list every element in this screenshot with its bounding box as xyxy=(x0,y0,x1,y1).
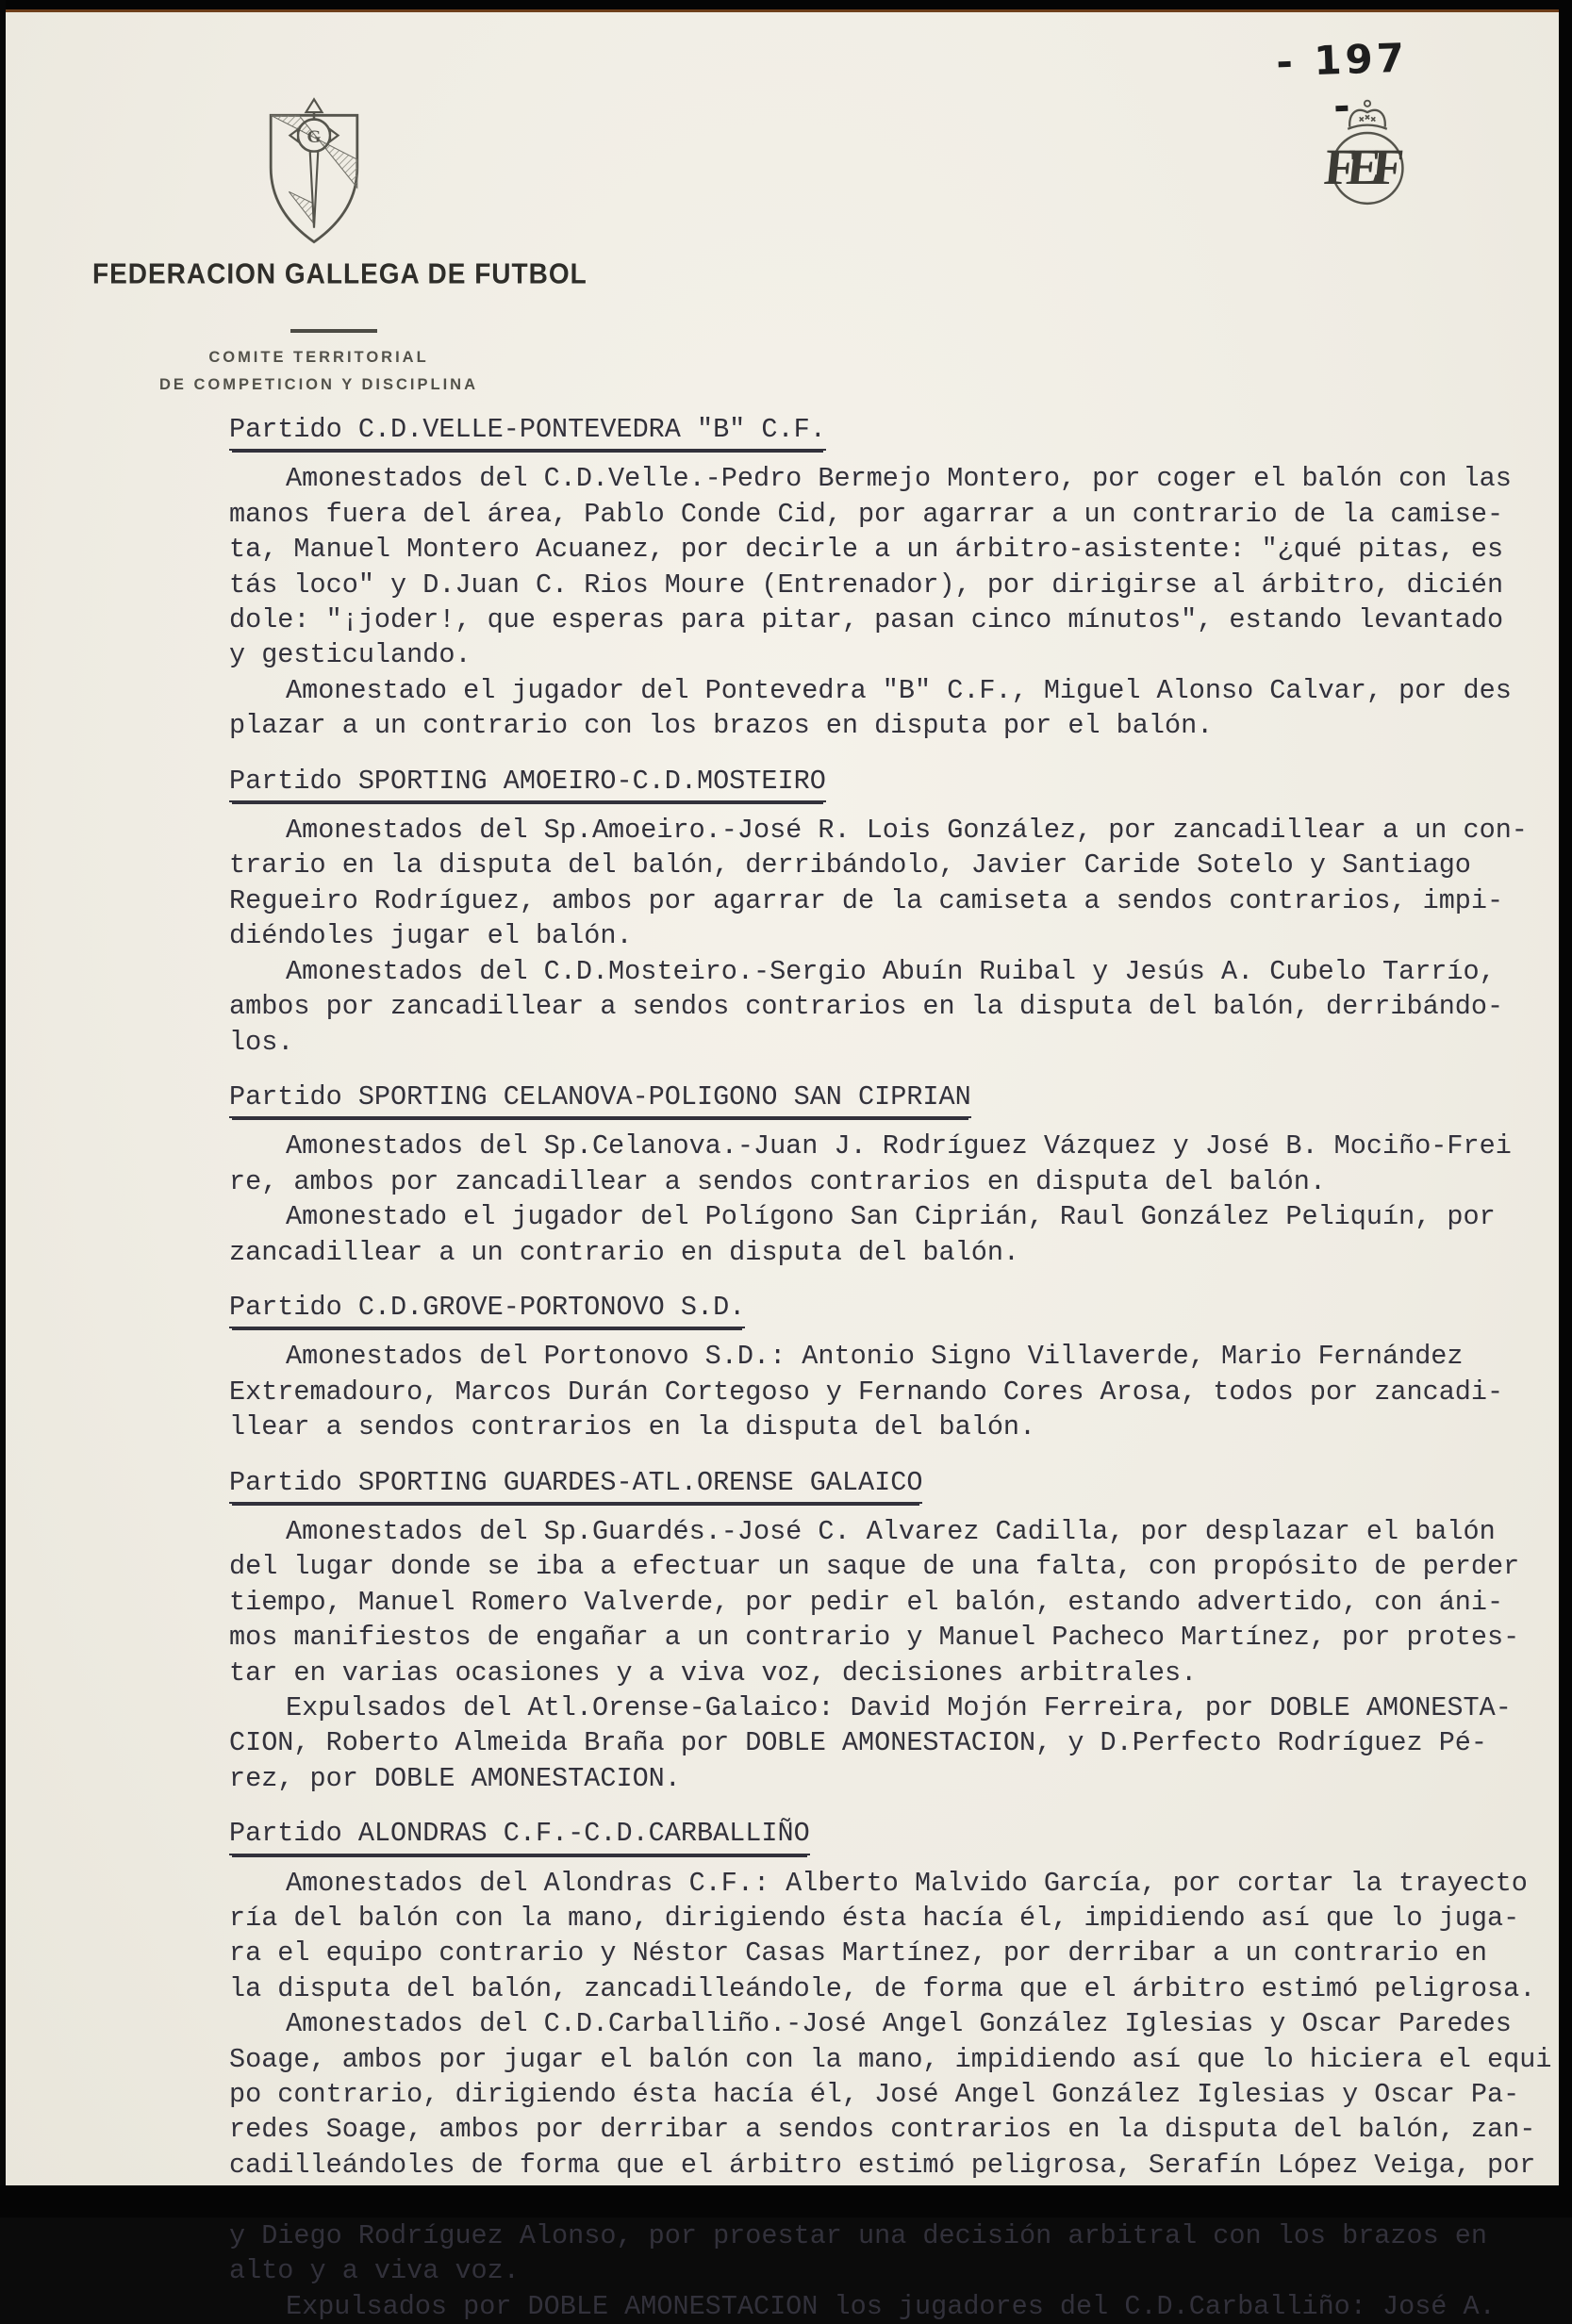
text-line: rez, por DOBLE AMONESTACION. xyxy=(229,1762,681,1794)
text-line: redes Soage, ambos por derribar a sendos contrarios en la disputa del balón, zan- xyxy=(229,2114,1536,2146)
committee-title xyxy=(92,344,545,399)
section-heading xyxy=(229,1290,1526,1328)
svg-text:G: G xyxy=(306,127,322,148)
scan-edge-left xyxy=(0,0,6,2217)
section-heading-text: Partido C.D.VELLE-PONTEVEDRA "B" C.F. xyxy=(229,412,826,451)
committee-line1: COMITE TERRITORIAL xyxy=(208,349,429,366)
sanction-paragraph xyxy=(229,1690,1526,1796)
text-line: Amonestados del C.D.Velle.-Pedro Bermejo Montero, por coger el balón con las xyxy=(286,463,1512,495)
text-line: Amonestados del Alondras C.F.: Alberto Malvido García, por cortar la trayecto xyxy=(286,1867,1528,1899)
text-line: y gesticulando. xyxy=(229,639,472,671)
text-line: Amonestados del Portonovo S.D.: Antonio Signo Villaverde, Mario Fernández xyxy=(286,1341,1464,1373)
committee-line2: DE COMPETICION Y DISCIPLINA xyxy=(158,376,478,393)
text-line: Expulsados por DOBLE AMONESTACION los jugadores del C.D.Carballiño: José A. xyxy=(286,2290,1496,2322)
section-heading-text: Partido SPORTING GUARDES-ATL.ORENSE GALAICO xyxy=(229,1465,922,1504)
section-heading-text: Partido SPORTING AMOEIRO-C.D.MOSTEIRO xyxy=(229,764,826,802)
text-line: tás loco" y D.Juan C. Rios Moure (Entrenador), por dirigirse al árbitro, dicién xyxy=(229,569,1504,601)
text-line: la disputa del balón, zancadilleándole, de forma que el árbitro estimó peligrosa. xyxy=(229,1972,1536,2004)
section-heading xyxy=(229,1080,1526,1118)
text-line: Amonestado el jugador del Pontevedra "B" C.F., Miguel Alonso Calvar, por des xyxy=(286,674,1512,706)
text-line: Amonestados del C.D.Mosteiro.-Sergio Abuín Ruibal y Jesús A. Cubelo Tarrío, xyxy=(286,955,1496,987)
sanction-paragraph xyxy=(229,1199,1526,1270)
match-section xyxy=(229,412,1526,744)
paper-sheet xyxy=(6,9,1559,2322)
sanction-paragraph xyxy=(229,1129,1526,1199)
sanction-paragraph xyxy=(229,673,1526,744)
section-heading xyxy=(229,412,1526,451)
text-line: plazar a un contrario con los brazos en disputa por el balón. xyxy=(229,710,1214,742)
text-line: Soage, ambos por jugar el balón con la mano, impidiendo así que lo hiciera el equi xyxy=(229,2043,1552,2075)
match-section xyxy=(229,1465,1526,1797)
sanction-paragraph xyxy=(229,1866,1536,2007)
text-line: cadilleándoles de forma que el árbitro estimó peligrosa, Serafín López Veiga, por xyxy=(229,2149,1536,2181)
document-body xyxy=(229,412,1552,2324)
section-heading-text: Partido SPORTING CELANOVA-POLIGONO SAN CIPRIAN xyxy=(229,1080,971,1118)
scan-edge-bottom xyxy=(0,2185,1572,2217)
section-heading xyxy=(229,1465,1526,1504)
sanction-paragraph xyxy=(229,813,1526,954)
match-section xyxy=(229,1290,1526,1445)
page-number: - 197 - xyxy=(1275,34,1409,130)
text-line: del lugar donde se iba a efectuar un saque de una falta, con propósito de perder xyxy=(229,1551,1520,1583)
section-heading xyxy=(229,1816,1526,1854)
text-line: zancadillear a un contrario en disputa del balón. xyxy=(229,1236,1020,1268)
text-line: Amonestados del C.D.Carballiño.-José Angel González Iglesias y Oscar Paredes xyxy=(286,2008,1512,2040)
text-line: Amonestados del Sp.Amoeiro.-José R. Lois González, por zancadillear a un con- xyxy=(286,815,1528,847)
text-line: tar en varias ocasiones y a viva voz, decisiones arbitrales. xyxy=(229,1656,1198,1689)
sanction-paragraph xyxy=(229,2289,1526,2324)
section-heading-text: Partido ALONDRAS C.F.-C.D.CARBALLIÑO xyxy=(229,1816,810,1854)
text-line: Regueiro Rodríguez, ambos por agarrar de la camiseta a sendos contrarios, impi- xyxy=(229,884,1504,916)
text-line: manos fuera del área, Pablo Conde Cid, por agarrar a un contrario de la camise- xyxy=(229,498,1504,530)
sanction-paragraph xyxy=(229,954,1526,1060)
scan-edge-top xyxy=(0,0,1572,9)
match-section xyxy=(229,1816,1552,2324)
text-line: ra el equipo contrario y Néstor Casas Martínez, por derribar a un contrario en xyxy=(229,1937,1488,1970)
section-heading xyxy=(229,764,1526,802)
text-line: Extremadouro, Marcos Durán Cortegoso y Fernando Cores Arosa, todos por zancadi- xyxy=(229,1376,1504,1408)
text-line: Expulsados del Atl.Orense-Galaico: David Mojón Ferreira, por DOBLE AMONESTA- xyxy=(286,1692,1512,1723)
scan-edge-right xyxy=(1559,0,1572,2217)
section-heading-text: Partido C.D.GROVE-PORTONOVO S.D. xyxy=(229,1290,745,1328)
text-line: Amonestados del Sp.Celanova.-Juan J. Rodríguez Vázquez y José B. Mociño-Frei xyxy=(286,1130,1512,1162)
text-line: llear a sendos contrarios en la disputa del balón. xyxy=(229,1411,1036,1443)
text-line: alto y a viva voz. xyxy=(229,2255,520,2287)
text-line: diéndoles jugar el balón. xyxy=(229,920,633,952)
text-line: Amonestado el jugador del Polígono San Ciprián, Raul González Peliquín, por xyxy=(286,1201,1496,1233)
text-line: re, ambos por zancadillear a sendos contrarios en disputa del balón. xyxy=(229,1165,1326,1197)
text-line: ría del balón con la mano, dirigiendo ésta hacía él, impidiendo así que lo juga- xyxy=(229,1903,1520,1935)
text-line: po contrario, dirigiendo ésta hacía él, José Angel González Iglesias y Oscar Pa- xyxy=(229,2079,1520,2111)
header-rule xyxy=(290,329,377,333)
text-line: ambos por zancadillear a sendos contrarios en la disputa del balón, derribándo- xyxy=(229,991,1504,1023)
text-line: ta, Manuel Montero Acuanez, por decirle a un árbitro-asistente: "¿qué pitas, es xyxy=(229,534,1504,566)
text-line: tiempo, Manuel Romero Valverde, por pedir el balón, estando advertido, con áni- xyxy=(229,1586,1504,1618)
sanction-paragraph xyxy=(229,2006,1552,2288)
organization-name: FEDERACION GALLEGA DE FUTBOL xyxy=(92,257,587,290)
fgf-shield-logo-icon xyxy=(258,95,370,248)
sanction-paragraph xyxy=(229,461,1526,672)
sanction-paragraph xyxy=(229,1514,1526,1690)
text-line: Amonestados del Sp.Guardés.-José C. Alvarez Cadilla, por desplazar el balón xyxy=(286,1515,1496,1547)
text-line: mos manifiestos de engañar a un contrario y Manuel Pacheco Martínez, por protes- xyxy=(229,1622,1520,1654)
match-section xyxy=(229,764,1526,1060)
text-line: trario en la disputa del balón, derribándolo, Javier Caride Sotelo y Santiago xyxy=(229,849,1471,882)
match-section xyxy=(229,1080,1526,1270)
fef-crest-logo-icon xyxy=(1318,93,1416,223)
text-line: CION, Roberto Almeida Braña por DOBLE AMONESTACION, y D.Perfecto Rodríguez Pé- xyxy=(229,1727,1488,1759)
sanction-paragraph xyxy=(229,1339,1526,1444)
svg-text:FEF: FEF xyxy=(1321,139,1398,196)
text-line: dole: "¡joder!, que esperas para pitar, pasan cinco mínutos", estando levantado xyxy=(229,604,1504,636)
text-line: y Diego Rodríguez Alonso, por proestar una decisión arbitral con los brazos en xyxy=(229,2219,1488,2251)
text-line: los. xyxy=(229,1026,294,1058)
